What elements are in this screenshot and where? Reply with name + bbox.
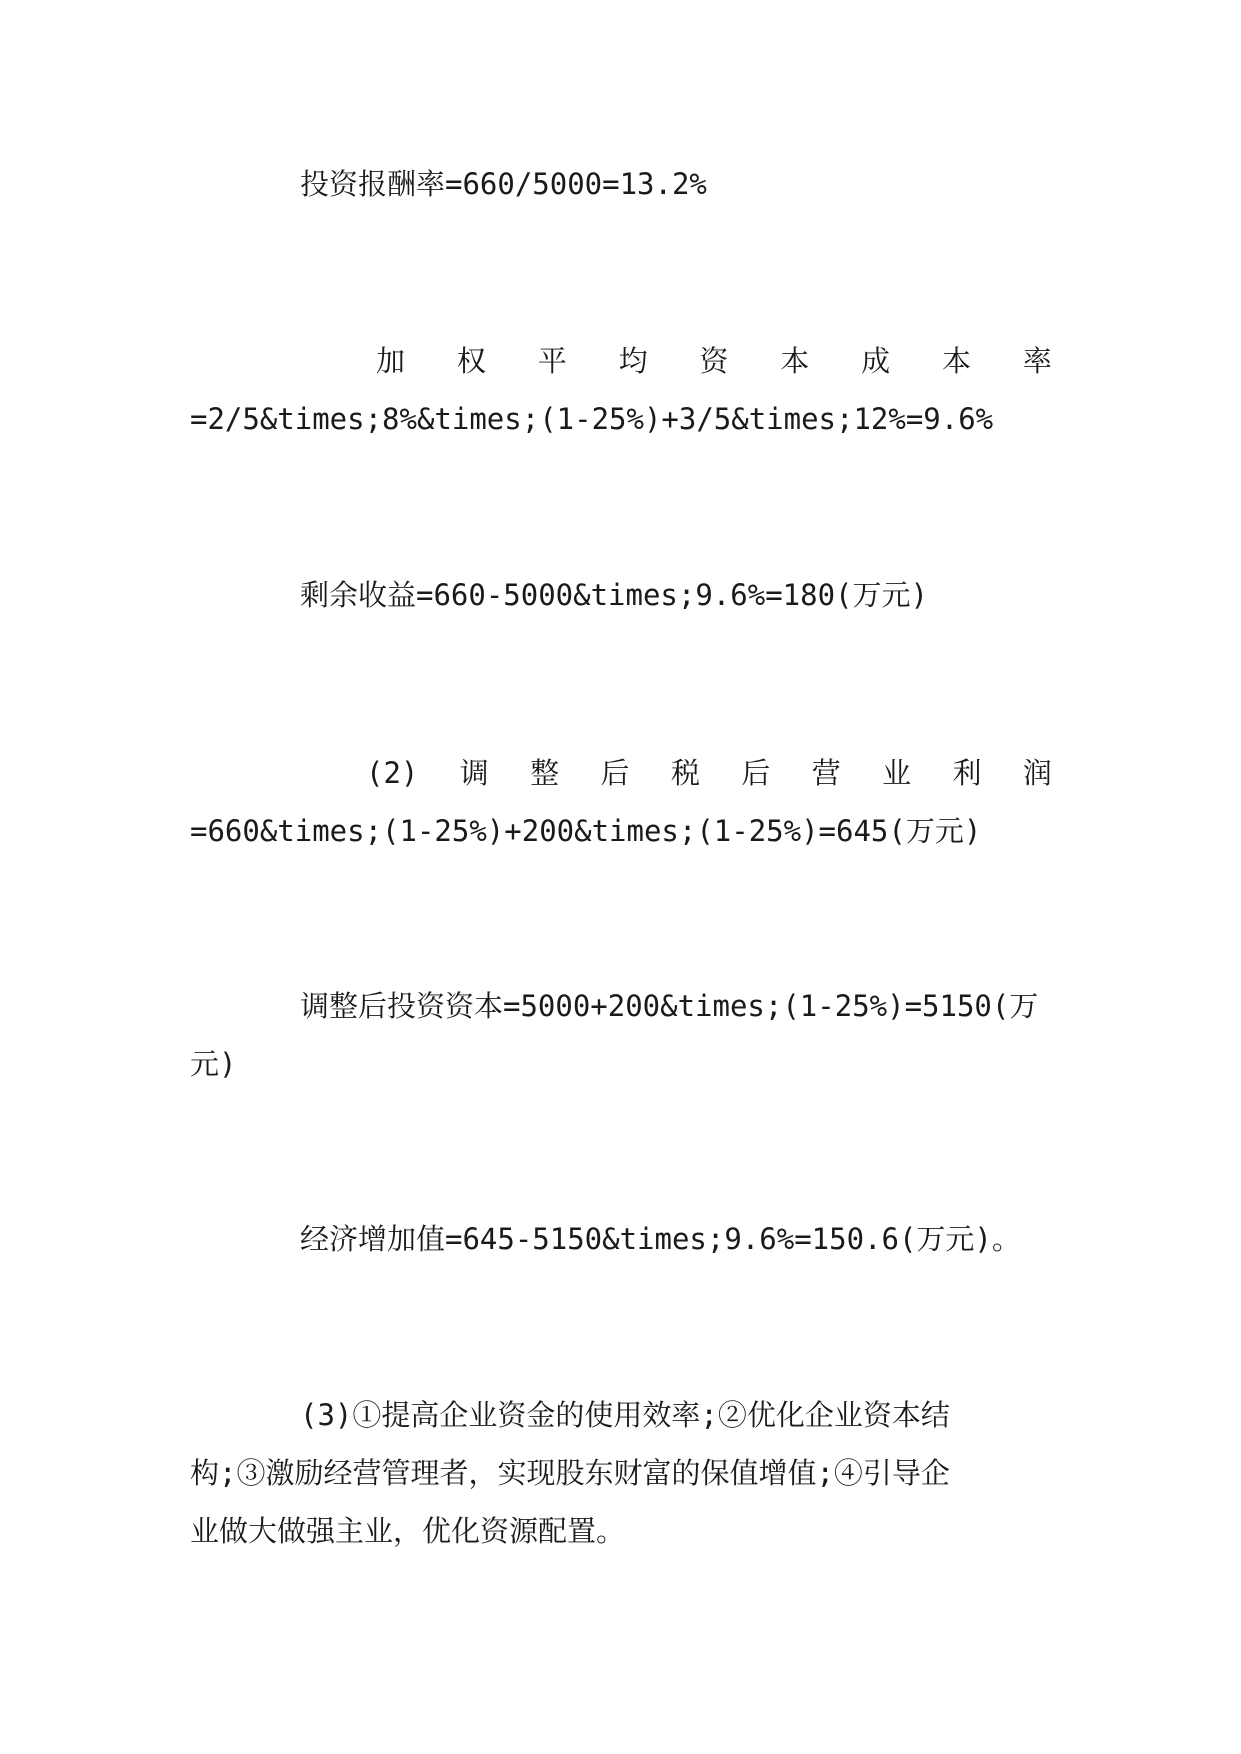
residual-income-formula: 剩余收益=660-5000&times;9.6%=180(万元) (300, 578, 928, 612)
spread-char: 权 (456, 344, 486, 378)
adjusted-nopat-formula: =660&times;(1-25%)+200&times;(1-25%)=645(万元) (190, 814, 982, 848)
spread-char: 均 (618, 344, 648, 378)
eva-purpose-line2: 构;③激励经营管理者，实现股东财富的保值增值;④引导企 (190, 1456, 950, 1490)
spread-char: 后 (741, 756, 771, 790)
item-number: (2) (366, 756, 419, 790)
spread-char: 业 (882, 756, 912, 790)
spread-char: 本 (942, 344, 972, 378)
spread-char: 营 (811, 756, 841, 790)
eva-purpose-line3: 业做大做强主业，优化资源配置。 (190, 1514, 626, 1548)
spread-char: 成 (861, 344, 891, 378)
wacc-label-spread (190, 332, 1052, 390)
spread-char: 润 (1022, 756, 1052, 790)
spread-char: 加 (376, 344, 406, 378)
eva-purpose-line1: (3)①提高企业资金的使用效率;②优化企业资本结 (300, 1398, 950, 1432)
adjusted-capital-formula-cont: 元) (190, 1047, 237, 1081)
adjusted-nopat-label-spread (190, 744, 1052, 802)
spread-char: 调 (459, 756, 489, 790)
spread-char: 率 (1022, 344, 1052, 378)
roi-formula: 投资报酬率=660/5000=13.2% (300, 167, 707, 201)
spread-char: 本 (780, 344, 810, 378)
spread-char: 利 (952, 756, 982, 790)
spread-char: 整 (530, 756, 560, 790)
spread-char: 平 (537, 344, 567, 378)
spread-char: 后 (600, 756, 630, 790)
spread-char: 资 (699, 344, 729, 378)
eva-formula: 经济增加值=645-5150&times;9.6%=150.6(万元)。 (300, 1222, 1021, 1256)
wacc-formula: =2/5&times;8%&times;(1-25%)+3/5&times;12%=9.6% (190, 402, 994, 436)
spread-char: 税 (670, 756, 700, 790)
adjusted-capital-formula: 调整后投资资本=5000+200&times;(1-25%)=5150(万 (300, 989, 1039, 1023)
